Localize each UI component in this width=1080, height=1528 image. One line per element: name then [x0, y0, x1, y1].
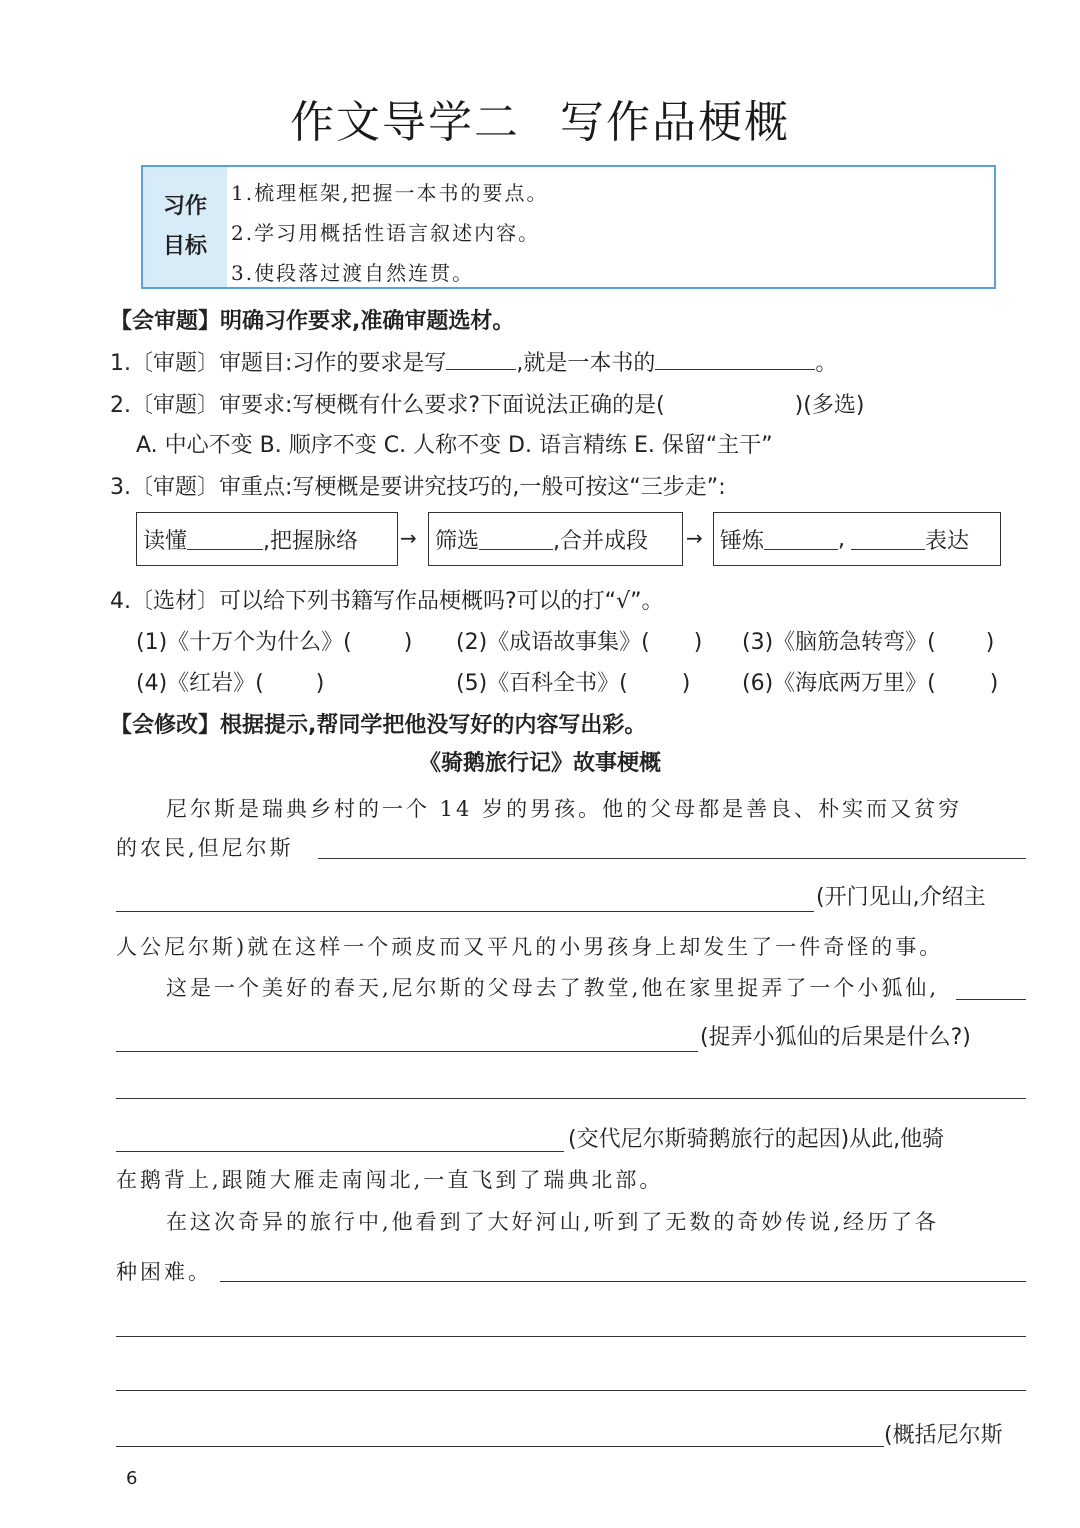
question-2-options: A. 中心不变 B. 顺序不变 C. 人称不变 D. 语言精练 E. 保留“主干”: [136, 433, 773, 458]
book-3-label: (3)《脑筋急转弯》(: [742, 630, 936, 655]
step3-text-c: 表达: [925, 528, 970, 554]
step2-text-a: 筛选: [435, 528, 480, 554]
goals-box: [141, 165, 996, 289]
book-1-close: ): [403, 630, 413, 655]
answer-line[interactable]: [116, 1390, 1026, 1391]
answer-line[interactable]: [116, 1098, 1026, 1099]
step1-text-a: 读懂: [143, 528, 188, 554]
book-2: [456, 625, 702, 656]
q1-text-c: 。: [815, 351, 838, 376]
answer-line[interactable]: [116, 1446, 884, 1447]
step-box-2: [428, 512, 683, 566]
book-3-close: ): [985, 630, 995, 655]
step1-blank[interactable]: [187, 529, 263, 550]
story-p1-line2: 的农民,但尼尔斯: [116, 836, 294, 860]
book-2-close: ): [693, 630, 703, 655]
step1-text-b: ,把握脉络: [263, 528, 359, 554]
goals-label-line1: 习作: [162, 194, 207, 219]
step3-blank-2[interactable]: [851, 529, 925, 550]
step2-blank[interactable]: [479, 529, 553, 550]
story-p1-line1: 尼尔斯是瑞典乡村的一个 14 岁的男孩。他的父母都是善良、朴实而又贫穷: [166, 797, 963, 821]
book-5: [456, 666, 690, 697]
q2-text-b: )(多选): [794, 393, 865, 418]
book-6-close: ): [989, 671, 999, 696]
step-arrow-2: →: [686, 526, 703, 550]
section-heading-revise: 【会修改】根据提示,帮同学把他没写好的内容写出彩。: [110, 713, 647, 738]
story-p3-line2: 种困难。: [116, 1260, 212, 1284]
title-part2: 写作品梗概: [560, 97, 790, 148]
answer-line[interactable]: [956, 999, 1026, 1000]
q2-text-a: 2.〔审题〕审要求:写梗概有什么要求?下面说法正确的是(: [110, 393, 665, 418]
answer-line[interactable]: [116, 1336, 1026, 1337]
goals-label-line2: 目标: [162, 234, 207, 259]
step3-text-a: 锤炼: [720, 528, 765, 554]
step3-text-b: ,: [838, 526, 846, 552]
question-4: 4.〔选材〕可以给下列书籍写作品梗概吗?可以的打“√”。: [110, 589, 664, 614]
book-1-label: (1)《十万个为什么》(: [136, 630, 352, 655]
book-5-close: ): [681, 671, 691, 696]
answer-line[interactable]: [116, 1051, 698, 1052]
section-heading-review: 【会审题】明确习作要求,准确审题选材。: [110, 309, 515, 334]
step-box-1: [136, 512, 398, 566]
question-3: 3.〔审题〕审重点:写梗概是要讲究技巧的,一般可按这“三步走”:: [110, 475, 726, 500]
book-3: [742, 625, 994, 656]
story-p1-line4: 人公尼尔斯)就在这样一个顽皮而又平凡的小男孩身上却发生了一件奇怪的事。: [116, 935, 944, 959]
story-p2-line5: 在鹅背上,跟随大雁走南闯北,一直飞到了瑞典北部。: [116, 1168, 664, 1192]
page-title: [0, 86, 1080, 150]
story-p3-line1: 在这次奇异的旅行中,他看到了大好河山,听到了无数的奇妙传说,经历了各: [166, 1210, 940, 1234]
step2-text-b: ,合并成段: [553, 528, 649, 554]
goal-item: 2.学习用概括性语言叙述内容。: [231, 221, 541, 245]
book-4-close: ): [315, 671, 325, 696]
step3-blank-1[interactable]: [764, 529, 838, 550]
answer-line[interactable]: [116, 1151, 564, 1152]
book-6-label: (6)《海底两万里》(: [742, 671, 936, 696]
book-4: [136, 666, 324, 697]
question-1: [110, 346, 837, 377]
hint-1: (开门见山,介绍主: [816, 885, 986, 910]
page-number: 6: [126, 1468, 138, 1489]
hint-2: (捉弄小狐仙的后果是什么?): [700, 1025, 971, 1050]
goal-item: 3.使段落过渡自然连贯。: [231, 261, 475, 285]
hint-3: (交代尼尔斯骑鹅旅行的起因)从此,他骑: [568, 1127, 945, 1152]
q1-text-a: 1.〔审题〕审题目:习作的要求是写: [110, 351, 447, 376]
title-part1: 作文导学二: [290, 97, 520, 148]
book-2-label: (2)《成语故事集》(: [456, 630, 650, 655]
book-4-label: (4)《红岩》(: [136, 671, 264, 696]
goals-label: [143, 167, 227, 287]
goal-item: 1.梳理框架,把握一本书的要点。: [231, 181, 549, 205]
q1-blank-1[interactable]: [446, 349, 516, 370]
answer-line[interactable]: [318, 858, 1026, 859]
q1-blank-2[interactable]: [655, 349, 815, 370]
answer-line[interactable]: [220, 1281, 1026, 1282]
story-p2-line1: 这是一个美好的春天,尼尔斯的父母去了教堂,他在家里捉弄了一个小狐仙,: [166, 976, 940, 1000]
step-box-3: [713, 512, 1001, 566]
question-2: [110, 388, 864, 419]
book-1: [136, 625, 412, 656]
answer-line[interactable]: [116, 911, 814, 912]
book-5-label: (5)《百科全书》(: [456, 671, 628, 696]
book-6: [742, 666, 998, 697]
step-arrow-1: →: [400, 526, 417, 550]
q1-text-b: ,就是一本书的: [516, 351, 656, 376]
hint-4: (概括尼尔斯: [884, 1423, 1003, 1448]
story-title: 《骑鹅旅行记》故事梗概: [418, 751, 661, 776]
goals-list: [231, 173, 548, 293]
